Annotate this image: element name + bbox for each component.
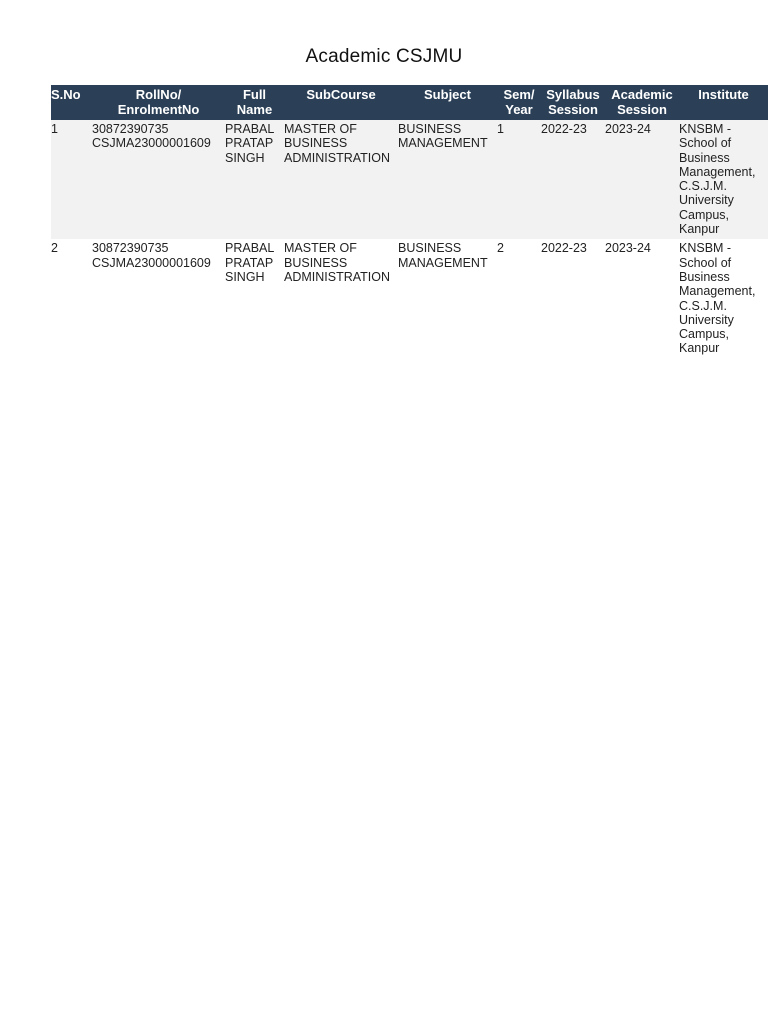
header-rollno-enrolmentno: RollNo/ EnrolmentNo bbox=[92, 85, 225, 120]
header-full-name: Full Name bbox=[225, 85, 284, 120]
header-sem-year: Sem/ Year bbox=[497, 85, 541, 120]
table-row bbox=[51, 239, 768, 358]
header-sno: S.No bbox=[51, 85, 92, 120]
table-row bbox=[51, 120, 768, 239]
header-row bbox=[51, 85, 768, 120]
cell-rollno-enrolmentno: 30872390735 CSJMA23000001609 bbox=[92, 239, 225, 358]
header-academic-session: Academic Session bbox=[605, 85, 679, 120]
cell-syllabus-session: 2022-23 bbox=[541, 120, 605, 239]
cell-sem-year: 2 bbox=[497, 239, 541, 358]
cell-syllabus-session: 2022-23 bbox=[541, 239, 605, 358]
cell-sno: 2 bbox=[51, 239, 92, 358]
cell-sno: 1 bbox=[51, 120, 92, 239]
cell-subject: BUSINESS MANAGEMENT bbox=[398, 239, 497, 358]
cell-full-name: PRABAL PRATAP SINGH bbox=[225, 120, 284, 239]
page-title: Academic CSJMU bbox=[305, 46, 463, 67]
header-institute: Institute bbox=[679, 85, 768, 120]
cell-subcourse: MASTER OF BUSINESS ADMINISTRATION bbox=[284, 120, 398, 239]
table-body bbox=[51, 120, 768, 359]
cell-institute: KNSBM - School of Business Management, C.S.J.M. University Campus, Kanpur bbox=[679, 239, 768, 358]
table-header bbox=[51, 85, 768, 120]
cell-institute: KNSBM - School of Business Management, C.S.J.M. University Campus, Kanpur bbox=[679, 120, 768, 239]
header-syllabus-session: Syllabus Session bbox=[541, 85, 605, 120]
cell-academic-session: 2023-24 bbox=[605, 239, 679, 358]
cell-rollno-enrolmentno: 30872390735 CSJMA23000001609 bbox=[92, 120, 225, 239]
cell-sem-year: 1 bbox=[497, 120, 541, 239]
header-subcourse: SubCourse bbox=[284, 85, 398, 120]
cell-subcourse: MASTER OF BUSINESS ADMINISTRATION bbox=[284, 239, 398, 358]
cell-academic-session: 2023-24 bbox=[605, 120, 679, 239]
header-subject: Subject bbox=[398, 85, 497, 120]
cell-subject: BUSINESS MANAGEMENT bbox=[398, 120, 497, 239]
cell-full-name: PRABAL PRATAP SINGH bbox=[225, 239, 284, 358]
academic-records-table bbox=[51, 85, 768, 359]
